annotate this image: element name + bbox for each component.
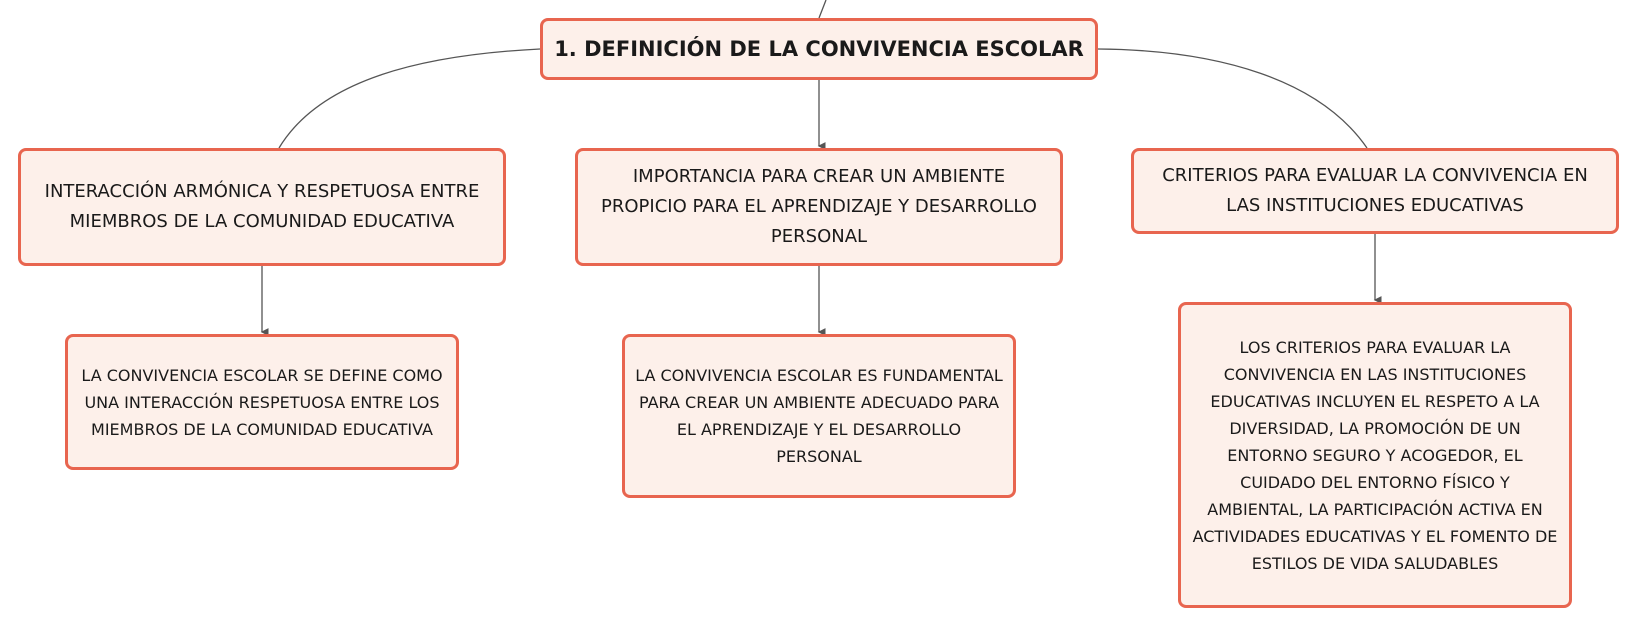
child-node-criterios-detalle[interactable] — [1178, 302, 1572, 608]
root-node[interactable] — [540, 18, 1098, 80]
branch-node-label: INTERACCIÓN ARMÓNICA Y RESPETUOSA ENTRE MIEMBROS DE LA COMUNIDAD EDUCATIVA — [44, 181, 480, 232]
child-node-label: LA CONVIVENCIA ESCOLAR ES FUNDAMENTAL PARA CREAR UN AMBIENTE ADECUADO PARA EL APRENDIZAJE Y EL DESARROLLO PERSONAL — [635, 366, 1003, 466]
branch-node-importancia[interactable] — [575, 148, 1063, 266]
child-node-label: LOS CRITERIOS PARA EVALUAR LA CONVIVENCIA EN LAS INSTITUCIONES EDUCATIVAS INCLUYEN EL RESPETO A LA DIVERSIDAD, LA PROMOCIÓN DE UN ENTORNO SEGURO Y ACOGEDOR, EL CUIDADO DEL ENTORNO FÍSICO Y AMBIENTAL, LA PARTICIPACIÓN ACTIVA EN ACTIVIDADES EDUCATIVAS Y EL FOMENTO DE ESTILOS DE VIDA SALUDABLES — [1192, 337, 1558, 573]
branch-node-label: CRITERIOS PARA EVALUAR LA CONVIVENCIA EN LAS INSTITUCIONES EDUCATIVAS — [1162, 165, 1588, 216]
branch-node-interaccion[interactable] — [18, 148, 506, 266]
root-node-label: 1. DEFINICIÓN DE LA CONVIVENCIA ESCOLAR — [554, 37, 1084, 61]
child-node-definicion[interactable] — [65, 334, 459, 470]
connector-root-to-branch-1 — [279, 49, 540, 148]
connector-root-to-branch-3 — [1098, 49, 1367, 148]
child-node-label: LA CONVIVENCIA ESCOLAR SE DEFINE COMO UNA INTERACCIÓN RESPETUOSA ENTRE LOS MIEMBROS DE LA COMUNIDAD EDUCATIVA — [81, 365, 443, 439]
branch-node-criterios[interactable] — [1131, 148, 1619, 234]
connector-parent-to-root — [819, 0, 826, 18]
branch-node-label: IMPORTANCIA PARA CREAR UN AMBIENTE PROPICIO PARA EL APRENDIZAJE Y DESARROLLO PERSONAL — [601, 166, 1037, 247]
child-node-fundamental[interactable] — [622, 334, 1016, 498]
